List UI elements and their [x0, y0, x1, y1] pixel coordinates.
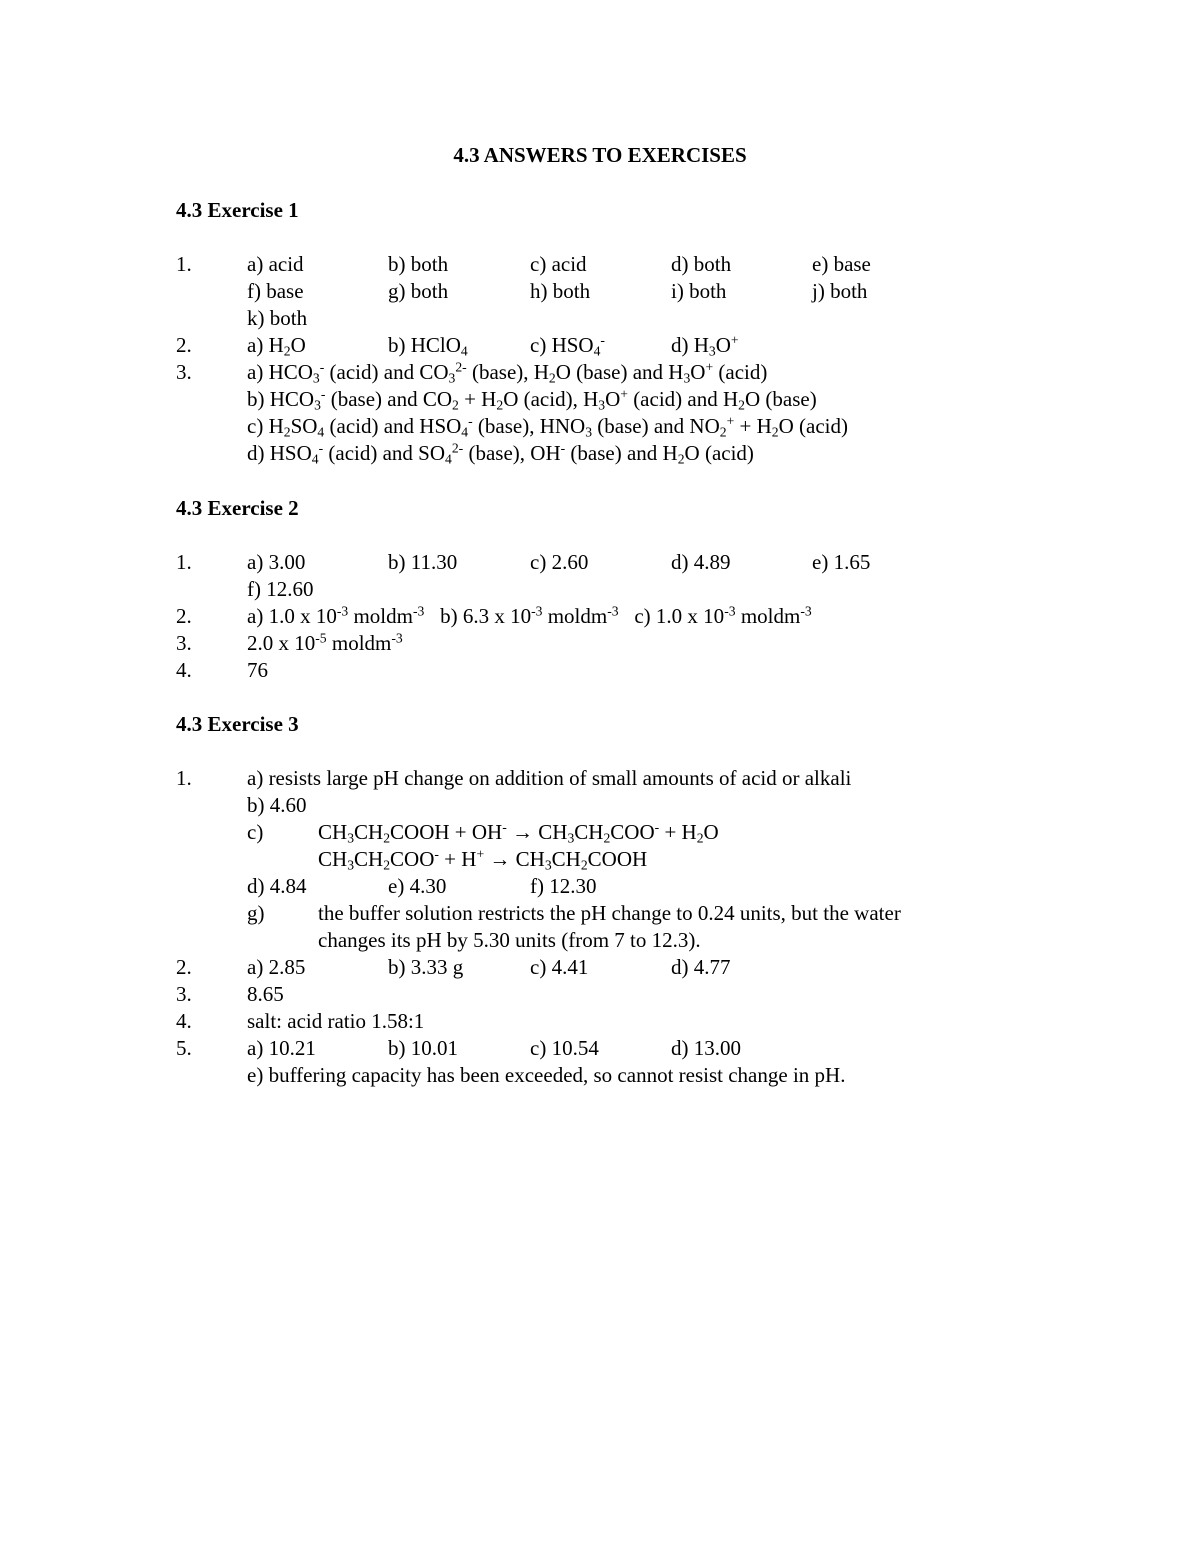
answer-h: h) both — [530, 279, 591, 303]
answer-e: e) base — [812, 252, 871, 276]
exercise-3-heading: 4.3 Exercise 3 — [176, 712, 299, 736]
question-number: 1. — [176, 766, 192, 790]
answer-b: b) 11.30 — [388, 550, 458, 574]
answer: salt: acid ratio 1.58:1 — [247, 1009, 425, 1033]
answer-b: b) HClO$_4$ — [388, 333, 468, 359]
answer-e: e) 1.65 — [812, 550, 871, 574]
answer-a: a) resists large pH change on addition of small amounts of acid or alkali — [247, 766, 852, 790]
question-number: 4. — [176, 658, 192, 682]
answer-c: c) 4.41 — [530, 955, 589, 979]
answer-c: c) $H_2SO_4$ (acid) and $HSO_4^-$ (base), $HNO_3$ (base) and $NO_2^+ + H_2O$ (acid) — [247, 413, 849, 440]
answer-f: f) 12.30 — [530, 874, 597, 898]
answer-d: d) 4.77 — [671, 955, 731, 979]
answer-e: e) 4.30 — [388, 874, 447, 898]
answer-d: d) $H_3O^+$ — [671, 332, 739, 359]
answer-k: k) both — [247, 306, 308, 330]
question-number: 1. — [176, 252, 192, 276]
answer-d: d) 13.00 — [671, 1036, 741, 1060]
answer-a: a) acid — [247, 252, 304, 276]
answer-a: a) 1.0 x $10^{-3}$ moldm$^{-3}$ b) 6.3 x $10^{-3}$ moldm$^{-3}$ c) 1.0 x $10^{-3}$ moldm$^{-3}$ — [247, 603, 812, 628]
question-number: 1. — [176, 550, 192, 574]
question-number: 2. — [176, 955, 192, 979]
question-number: 3. — [176, 982, 192, 1006]
answer-d: d) 4.89 — [671, 550, 731, 574]
answer: 76 — [247, 658, 268, 682]
answer-b: b) 4.60 — [247, 793, 307, 817]
exercise-2-heading: 4.3 Exercise 2 — [176, 496, 299, 520]
answer-a: a) $HCO_3^-$ (acid) and $CO_3^{2-}$ (base), $H_2O$ (base) and $H_3O^+$ (acid) — [247, 359, 768, 386]
question-number: 3. — [176, 631, 192, 655]
answer-g: g) both — [388, 279, 449, 303]
answer-c: c) 2.60 — [530, 550, 589, 574]
answer-j: j) both — [812, 279, 868, 303]
answer-d: d) $HSO_4^-$ (acid) and $SO_4^{2-}$ (base), OH- (base) and $H_2O$ (acid) — [247, 440, 754, 467]
answer-a: a) 10.21 — [247, 1036, 316, 1060]
question-number: 4. — [176, 1009, 192, 1033]
answer-i: i) both — [671, 279, 727, 303]
answer-e: e) buffering capacity has been exceeded, so cannot resist change in pH. — [247, 1063, 846, 1087]
question-number: 2. — [176, 604, 192, 628]
answer-d: d) both — [671, 252, 732, 276]
answer-b: b) 3.33 g — [388, 955, 464, 979]
exercise-1-heading: 4.3 Exercise 1 — [176, 198, 299, 222]
answer-f: f) 12.60 — [247, 577, 314, 601]
answer-g-label: g) — [247, 901, 265, 925]
answer: 8.65 — [247, 982, 284, 1006]
answer-b: b) both — [388, 252, 449, 276]
answer-c: c) 10.54 — [530, 1036, 599, 1060]
answer-b: b) 10.01 — [388, 1036, 458, 1060]
question-number: 2. — [176, 333, 192, 357]
answer-c-label: c) — [247, 820, 264, 844]
question-number: 5. — [176, 1036, 192, 1060]
equation-1: $CH_3CH_2COOH + OH^- \to CH_3CH_2COO^- + H_2O$ — [318, 819, 719, 846]
question-number: 3. — [176, 360, 192, 384]
answer-b: b) $HCO_3^-$ (base) and $CO_2 + H_2O$ (acid), $H_3O^+$ (acid) and $H_2O$ (base) — [247, 386, 817, 413]
equation-2: $CH_3CH_2COO^- + H^+$ → $CH_3CH_2COOH$ — [318, 846, 648, 873]
answer-a: a) 2.85 — [247, 955, 306, 979]
answer: 2.0 x $10^{-5}$ moldm$^{-3}$ — [247, 630, 403, 655]
answer-c: c) $HSO_4^-$ — [530, 332, 605, 359]
answer-a: a) $H_2O$ — [247, 333, 306, 359]
answer-c: c) acid — [530, 252, 587, 276]
answer-g-line1: the buffer solution restricts the pH change to 0.24 units, but the water — [318, 901, 901, 925]
page-title: 4.3 ANSWERS TO EXERCISES — [453, 143, 747, 167]
answer-f: f) base — [247, 279, 304, 303]
answer-g-line2: changes its pH by 5.30 units (from 7 to 12.3). — [318, 928, 701, 952]
answer-d: d) 4.84 — [247, 874, 307, 898]
answer-a: a) 3.00 — [247, 550, 306, 574]
